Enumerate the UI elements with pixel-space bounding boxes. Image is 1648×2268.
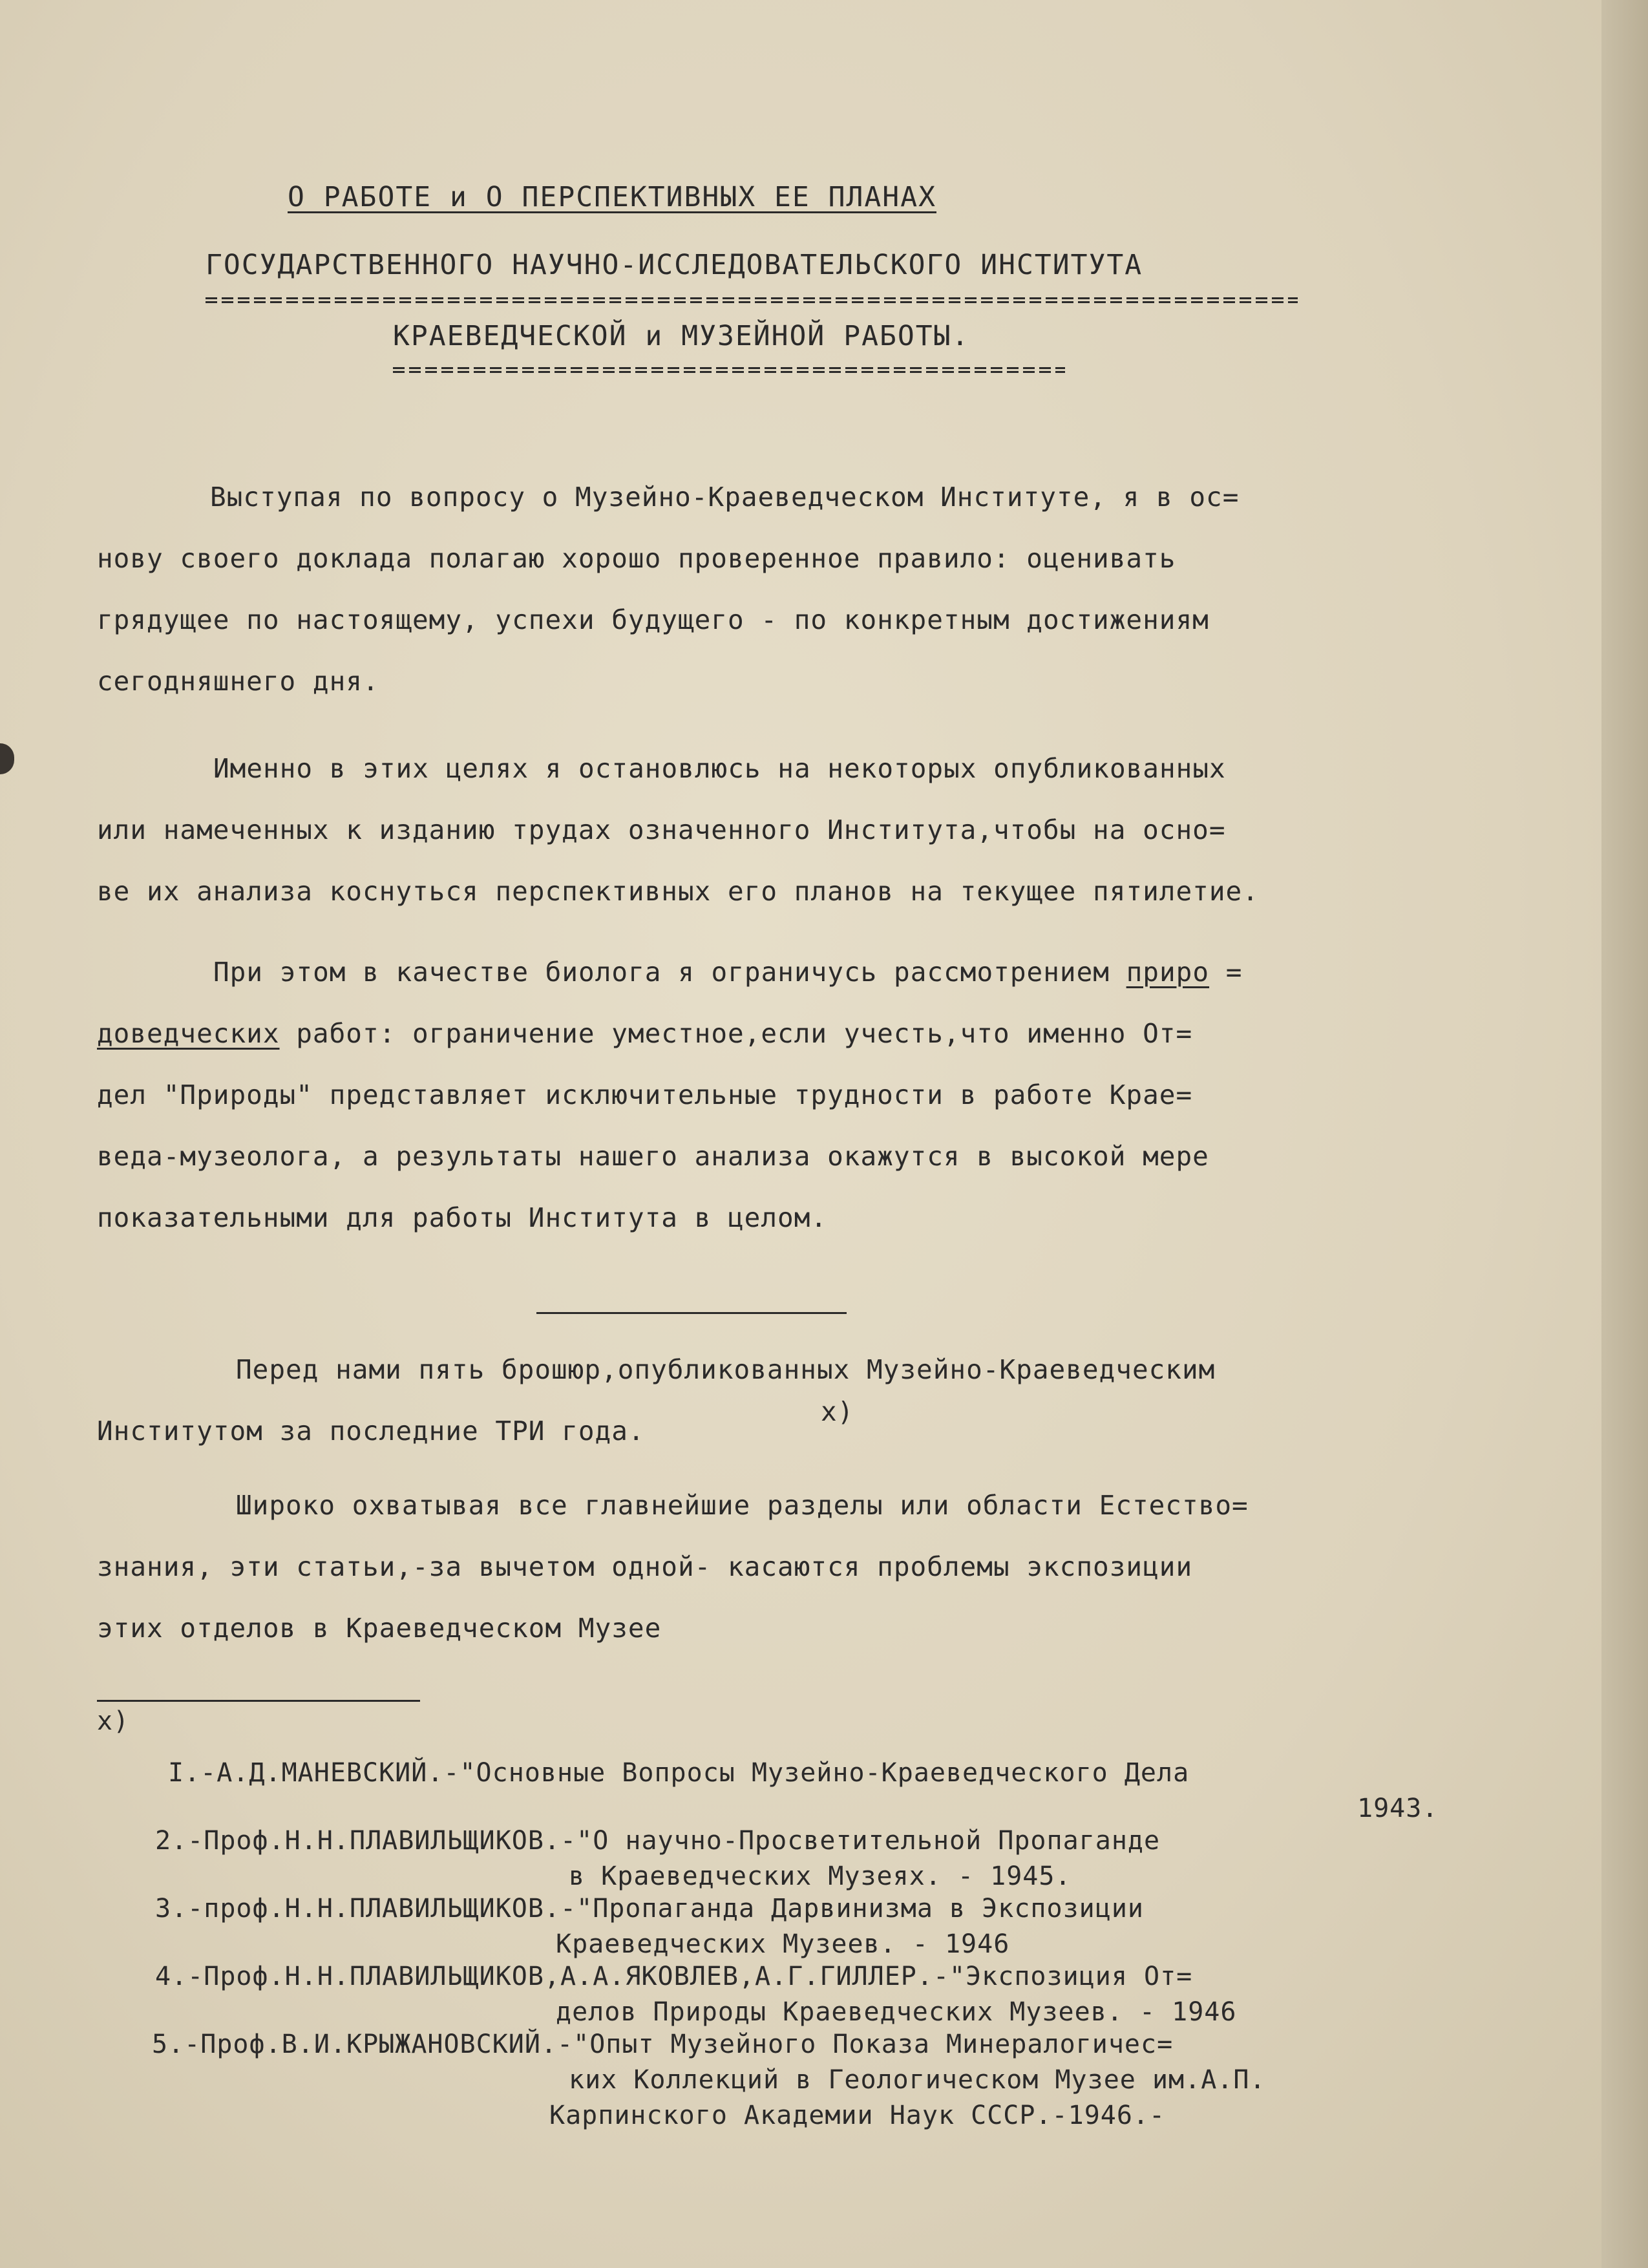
- underlined-word-start: приро: [1126, 957, 1210, 988]
- p5-line-2: знания, эти статьи,-за вычетом одной- касаются проблемы экспозиции: [97, 1551, 1193, 1582]
- underlined-word-end: доведческих: [97, 1018, 280, 1049]
- p3-line-2: доведческих работ: ограничение уместное,если учесть,что именно От=: [97, 1018, 1193, 1049]
- section-separator: [536, 1312, 847, 1314]
- title-double-rule-2: [393, 366, 1065, 374]
- title-line-1: О РАБОТЕ и О ПЕРСПЕКТИВНЫХ ЕЕ ПЛАНАХ: [288, 181, 936, 213]
- footnote-4-line-1: 4.-Проф.Н.Н.ПЛАВИЛЬЩИКОВ,А.А.ЯКОВЛЕВ,А.Г.ГИЛЛЕР.-"Экспозиция От=: [155, 1962, 1193, 1991]
- p4-line-2: Институтом за последние ТРИ года.: [97, 1415, 645, 1447]
- p2-line-2: или намеченных к изданию трудах означенного Института,чтобы на осно=: [97, 814, 1226, 845]
- footnote-5-line-2: ких Коллекций в Геологическом Музее им.А.П.: [569, 2065, 1266, 2095]
- title-line-3: КРАЕВЕДЧЕСКОЙ и МУЗЕЙНОЙ РАБОТЫ.: [393, 320, 970, 352]
- p3-line-4: веда-музеолога, а результаты нашего анализа окажутся в высокой мере: [97, 1141, 1209, 1172]
- p3-line-3: дел "Природы" представляет исключительные трудности в работе Крае=: [97, 1079, 1193, 1110]
- footnote-1-line-1: I.-А.Д.МАНЕВСКИЙ.-"Основные Вопросы Музейно-Краеведческого Дела: [168, 1758, 1190, 1788]
- footnote-4-line-2: делов Природы Краеведческих Музеев. - 1946: [556, 1997, 1237, 2027]
- p5-line-3: этих отделов в Краеведческом Музее: [97, 1613, 662, 1644]
- p3-line-5: показательными для работы Института в целом.: [97, 1202, 828, 1233]
- footnote-2-line-2: в Краеведческих Музеях. - 1945.: [569, 1861, 1072, 1891]
- title-line-2: ГОСУДАРСТВЕННОГО НАУЧНО-ИССЛЕДОВАТЕЛЬСКОГО ИНСТИТУТА: [206, 249, 1143, 281]
- p3-line-1: При этом в качестве биолога я ограничусь рассмотрением приро =: [213, 957, 1243, 988]
- footnote-3-line-2: Краеведческих Музеев. - 1946: [556, 1929, 1010, 1959]
- p5-line-1: Широко охватывая все главнейшие разделы или области Естество=: [236, 1490, 1249, 1521]
- p1-line-4: сегодняшнего дня.: [97, 666, 379, 697]
- p4-line-1: Перед нами пять брошюр,опубликованных Музейно-Краеведческим: [236, 1354, 1216, 1385]
- title-double-rule-1: [206, 296, 1298, 304]
- footnote-3-line-1: 3.-проф.Н.Н.ПЛАВИЛЬЩИКОВ.-"Пропаганда Дарвинизма в Экспозиции: [155, 1894, 1145, 1924]
- footnote-rule: [97, 1700, 420, 1702]
- footnote-1-line-2: 1943.: [1357, 1794, 1439, 1823]
- footnote-2-line-1: 2.-Проф.Н.Н.ПЛАВИЛЬЩИКОВ.-"О научно-Просветительной Пропаганде: [155, 1826, 1161, 1856]
- p1-line-3: грядущее по настоящему, успехи будущего - по конкретным достижениям: [97, 604, 1209, 635]
- footnote-5-line-1: 5.-Проф.В.И.КРЫЖАНОВСКИЙ.-"Опыт Музейного Показа Минералогичес=: [152, 2030, 1174, 2059]
- footnote-5-line-3: Карпинского Академии Наук СССР.-1946.-: [549, 2101, 1166, 2130]
- p2-line-1: Именно в этих целях я остановлюсь на некоторых опубликованных: [213, 753, 1226, 784]
- p1-line-2: нову своего доклада полагаю хорошо проверенное правило: оценивать: [97, 543, 1176, 574]
- p1-line-1: Выступая по вопросу о Музейно-Краеведческом Институте, я в ос=: [210, 482, 1240, 513]
- p2-line-3: ве их анализа коснуться перспективных его планов на текущее пятилетие.: [97, 876, 1259, 907]
- footnotes-marker: x): [97, 1706, 130, 1736]
- page-edge: [1601, 0, 1648, 2268]
- footnote-marker: x): [821, 1396, 854, 1427]
